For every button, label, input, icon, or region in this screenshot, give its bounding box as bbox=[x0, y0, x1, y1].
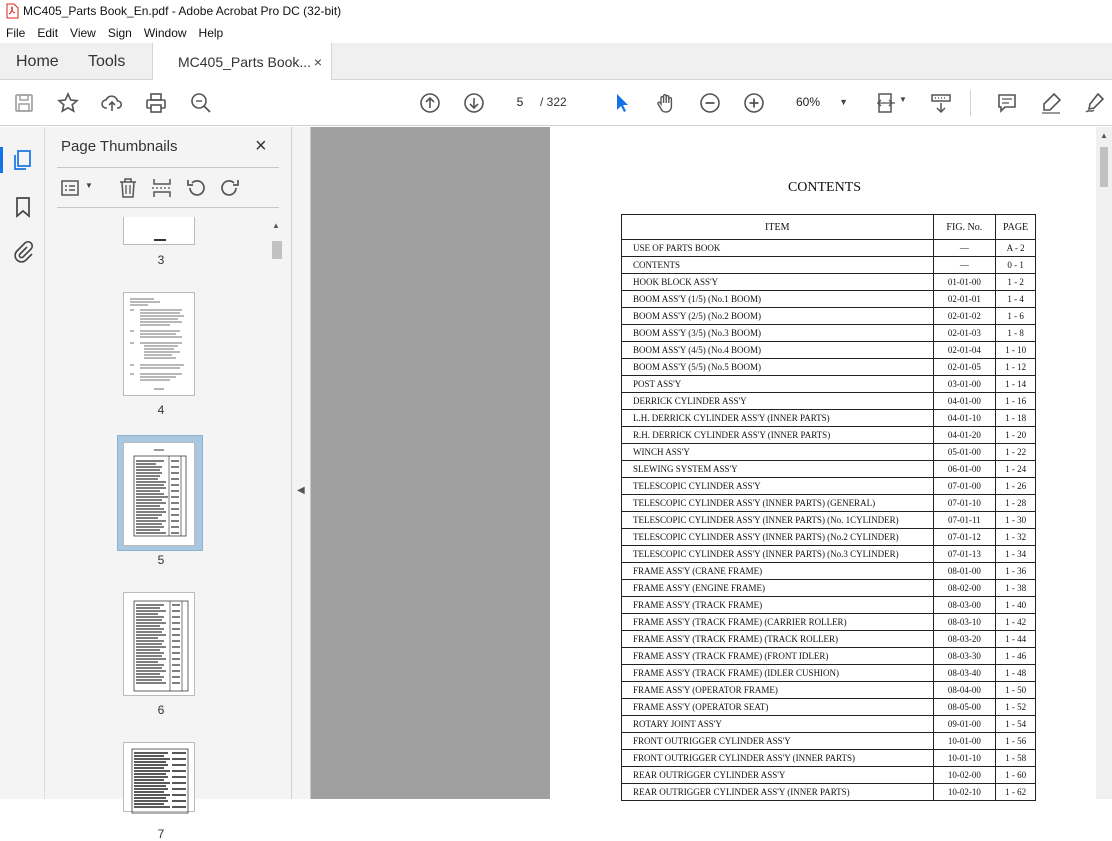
row-fig: 08-04-00 bbox=[933, 682, 996, 699]
row-page: 1 - 52 bbox=[996, 699, 1036, 716]
row-fig: 04-01-10 bbox=[933, 410, 996, 427]
table-body bbox=[622, 240, 1036, 801]
table-row bbox=[622, 563, 1036, 580]
row-item: FRAME ASS'Y (OPERATOR SEAT) bbox=[622, 699, 934, 716]
row-item: POST ASS'Y bbox=[622, 376, 934, 393]
divider bbox=[57, 207, 279, 208]
table-row bbox=[622, 716, 1036, 733]
row-fig: 08-02-00 bbox=[933, 580, 996, 597]
menu-file[interactable]: File bbox=[6, 25, 26, 40]
table-header-row bbox=[622, 215, 1036, 240]
row-item: HOOK BLOCK ASS'Y bbox=[622, 274, 934, 291]
row-fig: 08-03-00 bbox=[933, 597, 996, 614]
active-indicator bbox=[0, 147, 3, 173]
row-item: BOOM ASS'Y (2/5) (No.2 BOOM) bbox=[622, 308, 934, 325]
attachment-icon[interactable] bbox=[11, 240, 35, 264]
document-scrollbar[interactable] bbox=[1096, 127, 1112, 799]
row-fig: 10-01-10 bbox=[933, 750, 996, 767]
row-fig: 07-01-00 bbox=[933, 478, 996, 495]
row-fig: — bbox=[933, 257, 996, 274]
row-fig: 07-01-12 bbox=[933, 529, 996, 546]
divider bbox=[57, 167, 279, 168]
scroll-up-icon[interactable]: ▲ bbox=[272, 221, 280, 230]
menu-help[interactable]: Help bbox=[198, 25, 224, 40]
row-item: CONTENTS bbox=[622, 257, 934, 274]
row-page: 1 - 40 bbox=[996, 597, 1036, 614]
table-row bbox=[622, 767, 1036, 784]
row-item: BOOM ASS'Y (4/5) (No.4 BOOM) bbox=[622, 342, 934, 359]
row-page: 1 - 58 bbox=[996, 750, 1036, 767]
sign-icon[interactable] bbox=[1082, 90, 1108, 116]
row-fig: 05-01-00 bbox=[933, 444, 996, 461]
row-item: BOOM ASS'Y (1/5) (No.1 BOOM) bbox=[622, 291, 934, 308]
row-item: BOOM ASS'Y (5/5) (No.5 BOOM) bbox=[622, 359, 934, 376]
row-fig: 10-02-10 bbox=[933, 784, 996, 801]
column-header-item: ITEM bbox=[622, 215, 934, 240]
trash-icon[interactable] bbox=[117, 177, 139, 199]
table-row bbox=[622, 257, 1036, 274]
save-icon[interactable] bbox=[11, 90, 37, 116]
row-item: FRAME ASS'Y (TRACK FRAME) (TRACK ROLLER) bbox=[622, 631, 934, 648]
thumbnails-icon[interactable] bbox=[11, 148, 35, 172]
menu-sign[interactable]: Sign bbox=[107, 25, 132, 40]
row-item: L.H. DERRICK CYLINDER ASS'Y (INNER PARTS) bbox=[622, 410, 934, 427]
page-thumbnail[interactable] bbox=[123, 742, 195, 812]
pdf-page bbox=[550, 127, 1099, 799]
close-tab-icon[interactable]: × bbox=[313, 54, 322, 70]
table-row bbox=[622, 546, 1036, 563]
row-page: 1 - 24 bbox=[996, 461, 1036, 478]
tab-tools[interactable]: Tools bbox=[88, 53, 126, 70]
table-row bbox=[622, 410, 1036, 427]
row-fig: 07-01-10 bbox=[933, 495, 996, 512]
rotate-ccw-icon[interactable] bbox=[185, 177, 207, 199]
print-icon[interactable] bbox=[143, 90, 169, 116]
row-page: 1 - 30 bbox=[996, 512, 1036, 529]
column-header-fig: FIG. No. bbox=[933, 215, 996, 240]
insert-icon[interactable] bbox=[151, 177, 173, 199]
row-item: FRONT OUTRIGGER CYLINDER ASS'Y (INNER PARTS) bbox=[622, 750, 934, 767]
row-fig: 10-02-00 bbox=[933, 767, 996, 784]
page-thumbnail[interactable] bbox=[123, 592, 195, 696]
star-icon[interactable] bbox=[55, 90, 81, 116]
zoom-value: 60% bbox=[796, 95, 821, 109]
row-page: 0 - 1 bbox=[996, 257, 1036, 274]
row-page: 1 - 54 bbox=[996, 716, 1036, 733]
row-page: 1 - 44 bbox=[996, 631, 1036, 648]
window-title: MC405_Parts Book_En.pdf - Adobe Acrobat Pro DC (32-bit) bbox=[23, 4, 342, 18]
thumbnails-panel bbox=[45, 127, 292, 841]
row-page: 1 - 38 bbox=[996, 580, 1036, 597]
menu-edit[interactable]: Edit bbox=[37, 25, 59, 40]
row-page: 1 - 32 bbox=[996, 529, 1036, 546]
panel-collapse-strip[interactable] bbox=[292, 127, 311, 799]
row-item: DERRICK CYLINDER ASS'Y bbox=[622, 393, 934, 410]
row-item: REAR OUTRIGGER CYLINDER ASS'Y (INNER PARTS) bbox=[622, 784, 934, 801]
row-page: 1 - 28 bbox=[996, 495, 1036, 512]
row-item: FRAME ASS'Y (TRACK FRAME) (IDLER CUSHION) bbox=[622, 665, 934, 682]
highlight-icon[interactable] bbox=[1038, 90, 1064, 116]
thumbnail-label: 5 bbox=[157, 553, 165, 567]
row-page: 1 - 26 bbox=[996, 478, 1036, 495]
row-page: 1 - 4 bbox=[996, 291, 1036, 308]
row-page: 1 - 56 bbox=[996, 733, 1036, 750]
contents-table bbox=[621, 214, 1036, 801]
row-item: R.H. DERRICK CYLINDER ASS'Y (INNER PARTS) bbox=[622, 427, 934, 444]
tab-document[interactable] bbox=[152, 43, 332, 81]
table-row bbox=[622, 648, 1036, 665]
bookmark-icon[interactable] bbox=[11, 195, 35, 219]
row-item: TELESCOPIC CYLINDER ASS'Y (INNER PARTS) (GENERAL) bbox=[622, 495, 934, 512]
table-row bbox=[622, 393, 1036, 410]
tab-bar bbox=[0, 43, 1112, 80]
options-icon[interactable] bbox=[61, 178, 83, 198]
chevron-down-icon[interactable]: ▼ bbox=[899, 95, 907, 104]
tab-document-label: MC405_Parts Book... bbox=[178, 54, 312, 70]
row-fig: 02-01-05 bbox=[933, 359, 996, 376]
thumbnail-label: 6 bbox=[157, 703, 165, 717]
arrow-down-icon[interactable] bbox=[461, 90, 487, 116]
thumbnail-label: 7 bbox=[157, 827, 165, 841]
page-heading: CONTENTS bbox=[787, 180, 862, 195]
table-row bbox=[622, 376, 1036, 393]
row-fig: 08-03-40 bbox=[933, 665, 996, 682]
table-row bbox=[622, 478, 1036, 495]
row-item: USE OF PARTS BOOK bbox=[622, 240, 934, 257]
table-row bbox=[622, 444, 1036, 461]
row-fig: 02-01-03 bbox=[933, 325, 996, 342]
toolbar-separator bbox=[970, 90, 971, 116]
row-page: 1 - 6 bbox=[996, 308, 1036, 325]
table-row bbox=[622, 308, 1036, 325]
left-rail bbox=[0, 127, 45, 799]
table-row bbox=[622, 342, 1036, 359]
arrow-up-icon[interactable] bbox=[417, 90, 443, 116]
table-row bbox=[622, 359, 1036, 376]
menu-bar bbox=[0, 22, 1112, 43]
row-fig: 08-03-20 bbox=[933, 631, 996, 648]
row-item: TELESCOPIC CYLINDER ASS'Y (INNER PARTS) (No. 1CYLINDER) bbox=[622, 512, 934, 529]
row-fig: 07-01-13 bbox=[933, 546, 996, 563]
page-thumbnail-selected[interactable] bbox=[123, 442, 195, 546]
row-item: REAR OUTRIGGER CYLINDER ASS'Y bbox=[622, 767, 934, 784]
zoom-select[interactable] bbox=[790, 91, 852, 113]
thumbnail-label: 4 bbox=[157, 403, 165, 417]
table-row bbox=[622, 665, 1036, 682]
row-item: SLEWING SYSTEM ASS'Y bbox=[622, 461, 934, 478]
select-arrow-icon[interactable] bbox=[609, 90, 635, 116]
row-page: 1 - 46 bbox=[996, 648, 1036, 665]
table-row bbox=[622, 291, 1036, 308]
row-page: 1 - 48 bbox=[996, 665, 1036, 682]
row-page: 1 - 50 bbox=[996, 682, 1036, 699]
row-page: 1 - 18 bbox=[996, 410, 1036, 427]
row-fig: 02-01-01 bbox=[933, 291, 996, 308]
row-page: 1 - 62 bbox=[996, 784, 1036, 801]
row-item: TELESCOPIC CYLINDER ASS'Y (INNER PARTS) (No.2 CYLINDER) bbox=[622, 529, 934, 546]
menu-window[interactable]: Window bbox=[143, 25, 187, 40]
row-fig: 06-01-00 bbox=[933, 461, 996, 478]
row-item: FRAME ASS'Y (CRANE FRAME) bbox=[622, 563, 934, 580]
comment-icon[interactable] bbox=[994, 90, 1020, 116]
table-row bbox=[622, 784, 1036, 801]
row-page: 1 - 2 bbox=[996, 274, 1036, 291]
row-page: 1 - 12 bbox=[996, 359, 1036, 376]
pdf-icon bbox=[6, 4, 18, 18]
scroll-mode-icon[interactable] bbox=[928, 90, 954, 116]
column-header-page: PAGE bbox=[996, 215, 1036, 240]
table-row bbox=[622, 461, 1036, 478]
zoom-out-icon[interactable] bbox=[697, 90, 723, 116]
table-row bbox=[622, 512, 1036, 529]
row-fig: — bbox=[933, 240, 996, 257]
panel-title: Page Thumbnails bbox=[61, 138, 178, 155]
title-bar bbox=[0, 0, 1112, 22]
row-page: 1 - 22 bbox=[996, 444, 1036, 461]
row-item: FRAME ASS'Y (OPERATOR FRAME) bbox=[622, 682, 934, 699]
scroll-up-icon[interactable]: ▲ bbox=[1100, 131, 1108, 140]
table-row bbox=[622, 274, 1036, 291]
thumbnail-scrollbar[interactable] bbox=[269, 217, 285, 799]
scroll-thumb[interactable] bbox=[272, 241, 282, 259]
close-icon[interactable]: × bbox=[255, 135, 267, 157]
row-fig: 02-01-02 bbox=[933, 308, 996, 325]
row-fig: 04-01-00 bbox=[933, 393, 996, 410]
row-item: FRAME ASS'Y (TRACK FRAME) (FRONT IDLER) bbox=[622, 648, 934, 665]
row-item: TELESCOPIC CYLINDER ASS'Y (INNER PARTS) (No.3 CYLINDER) bbox=[622, 546, 934, 563]
row-item: FRAME ASS'Y (TRACK FRAME) bbox=[622, 597, 934, 614]
zoom-search-icon[interactable] bbox=[188, 90, 214, 116]
thumbnail-label: 3 bbox=[157, 253, 165, 267]
tab-home[interactable]: Home bbox=[16, 53, 59, 70]
row-page: 1 - 20 bbox=[996, 427, 1036, 444]
page-thumbnail[interactable] bbox=[123, 292, 195, 396]
table-row bbox=[622, 495, 1036, 512]
thumbnail-list bbox=[45, 217, 277, 841]
row-fig: 08-05-00 bbox=[933, 699, 996, 716]
table-row bbox=[622, 240, 1036, 257]
row-item: FRAME ASS'Y (ENGINE FRAME) bbox=[622, 580, 934, 597]
row-page: 1 - 34 bbox=[996, 546, 1036, 563]
page-total: / 322 bbox=[540, 95, 567, 109]
table-row bbox=[622, 699, 1036, 716]
table-row bbox=[622, 631, 1036, 648]
row-page: 1 - 10 bbox=[996, 342, 1036, 359]
page-number-input[interactable]: 5 bbox=[516, 95, 524, 109]
fit-page-icon[interactable] bbox=[873, 90, 899, 116]
row-page: 1 - 8 bbox=[996, 325, 1036, 342]
table-row bbox=[622, 580, 1036, 597]
chevron-down-icon: ▼ bbox=[839, 97, 848, 107]
table-row bbox=[622, 325, 1036, 342]
row-fig: 08-01-00 bbox=[933, 563, 996, 580]
row-fig: 08-03-30 bbox=[933, 648, 996, 665]
row-fig: 07-01-11 bbox=[933, 512, 996, 529]
table-row bbox=[622, 750, 1036, 767]
document-viewer[interactable] bbox=[311, 127, 1112, 799]
row-fig: 10-01-00 bbox=[933, 733, 996, 750]
table-row bbox=[622, 427, 1036, 444]
row-item: BOOM ASS'Y (3/5) (No.3 BOOM) bbox=[622, 325, 934, 342]
table-row bbox=[622, 597, 1036, 614]
row-page: 1 - 42 bbox=[996, 614, 1036, 631]
table-row bbox=[622, 682, 1036, 699]
table-row bbox=[622, 733, 1036, 750]
row-fig: 09-01-00 bbox=[933, 716, 996, 733]
row-fig: 03-01-00 bbox=[933, 376, 996, 393]
hand-icon[interactable] bbox=[653, 90, 679, 116]
menu-view[interactable]: View bbox=[70, 25, 96, 40]
page-thumbnail[interactable] bbox=[123, 217, 195, 245]
row-page: 1 - 14 bbox=[996, 376, 1036, 393]
chevron-down-icon[interactable]: ▼ bbox=[85, 181, 93, 190]
upload-icon[interactable] bbox=[99, 90, 125, 116]
row-fig: 02-01-04 bbox=[933, 342, 996, 359]
row-fig: 08-03-10 bbox=[933, 614, 996, 631]
row-fig: 01-01-00 bbox=[933, 274, 996, 291]
table-row bbox=[622, 529, 1036, 546]
row-item: FRAME ASS'Y (TRACK FRAME) (CARRIER ROLLER) bbox=[622, 614, 934, 631]
table-row bbox=[622, 614, 1036, 631]
row-page: 1 - 60 bbox=[996, 767, 1036, 784]
rotate-cw-icon[interactable] bbox=[219, 177, 241, 199]
row-item: TELESCOPIC CYLINDER ASS'Y bbox=[622, 478, 934, 495]
row-page: 1 - 36 bbox=[996, 563, 1036, 580]
row-item: WINCH ASS'Y bbox=[622, 444, 934, 461]
row-item: ROTARY JOINT ASS'Y bbox=[622, 716, 934, 733]
row-page: 1 - 16 bbox=[996, 393, 1036, 410]
collapse-arrow-icon[interactable]: ◀ bbox=[297, 485, 305, 496]
row-page: A - 2 bbox=[996, 240, 1036, 257]
row-item: FRONT OUTRIGGER CYLINDER ASS'Y bbox=[622, 733, 934, 750]
scroll-thumb[interactable] bbox=[1100, 147, 1108, 187]
row-fig: 04-01-20 bbox=[933, 427, 996, 444]
zoom-in-icon[interactable] bbox=[741, 90, 767, 116]
